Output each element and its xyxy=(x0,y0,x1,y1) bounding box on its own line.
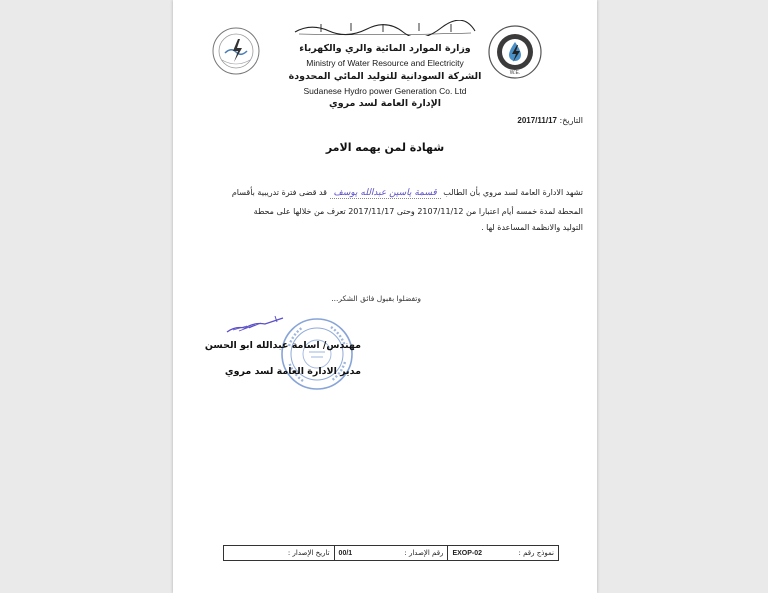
form-number-cell xyxy=(448,546,559,561)
ministry-name-arabic: وزارة الموارد المائية والري والكهرباء xyxy=(299,43,471,54)
body-line-1 xyxy=(232,187,583,199)
bismillah-calligraphy xyxy=(291,20,479,36)
official-stamp xyxy=(279,316,355,392)
date-value: 2017/11/17 xyxy=(517,116,557,125)
issue-number-cell xyxy=(334,546,448,561)
body-line-3: التوليد والانظمة المساعدة لها . xyxy=(481,223,583,232)
company-name-arabic: الشركة السودانية للتوليد المائي المحدودة xyxy=(288,71,482,82)
form-number-value: EXOP-02 xyxy=(452,549,483,557)
issue-number-label: رقم الإصدار : xyxy=(404,549,444,557)
ministry-logo-text: W.E. xyxy=(509,70,521,76)
body-line-2: المحطة لمدة خمسه أيام اعتبارا من 2107/11/12 وحتى 2017/11/17 تعرف من خلالها على محطة xyxy=(253,207,583,216)
closing-text: وتفضلوا بقبول فائق الشكر... xyxy=(331,294,421,303)
ministry-name-english: Ministry of Water Resource and Electricity xyxy=(306,58,464,68)
issue-date-label: تاريخ الإصدار : xyxy=(287,549,330,557)
date-label: التاريخ: xyxy=(559,116,583,125)
signature-scribble xyxy=(225,314,285,336)
signer-name: مهندس/ اسامة عبدالله ابو الحسن xyxy=(204,340,361,351)
form-footer-table xyxy=(223,545,559,561)
date-field xyxy=(517,116,583,125)
issue-number-value: 00/1 xyxy=(338,549,353,557)
department-name-arabic: الإدارة العامة لسد مروي xyxy=(329,98,441,109)
certificate-heading: شهادة لمن يهمه الامر xyxy=(325,141,445,154)
body-line-1-start: تشهد الادارة العامة لسد مروي بأن الطالب xyxy=(443,188,583,197)
form-number-label: نموذج رقم : xyxy=(518,549,554,557)
company-logo-icon xyxy=(211,26,261,76)
signer-title: مدير الادارة العامة لسد مروي xyxy=(224,366,361,377)
student-name-handwritten: قسمة ياسين عبدالله يوسف xyxy=(330,188,441,199)
body-line-1-end: قد قضى فترة تدريبية بأقسام xyxy=(231,188,327,197)
issue-date-cell xyxy=(224,546,335,561)
document-page xyxy=(173,0,597,593)
company-name-english: Sudanese Hydro power Generation Co. Ltd xyxy=(303,86,467,96)
